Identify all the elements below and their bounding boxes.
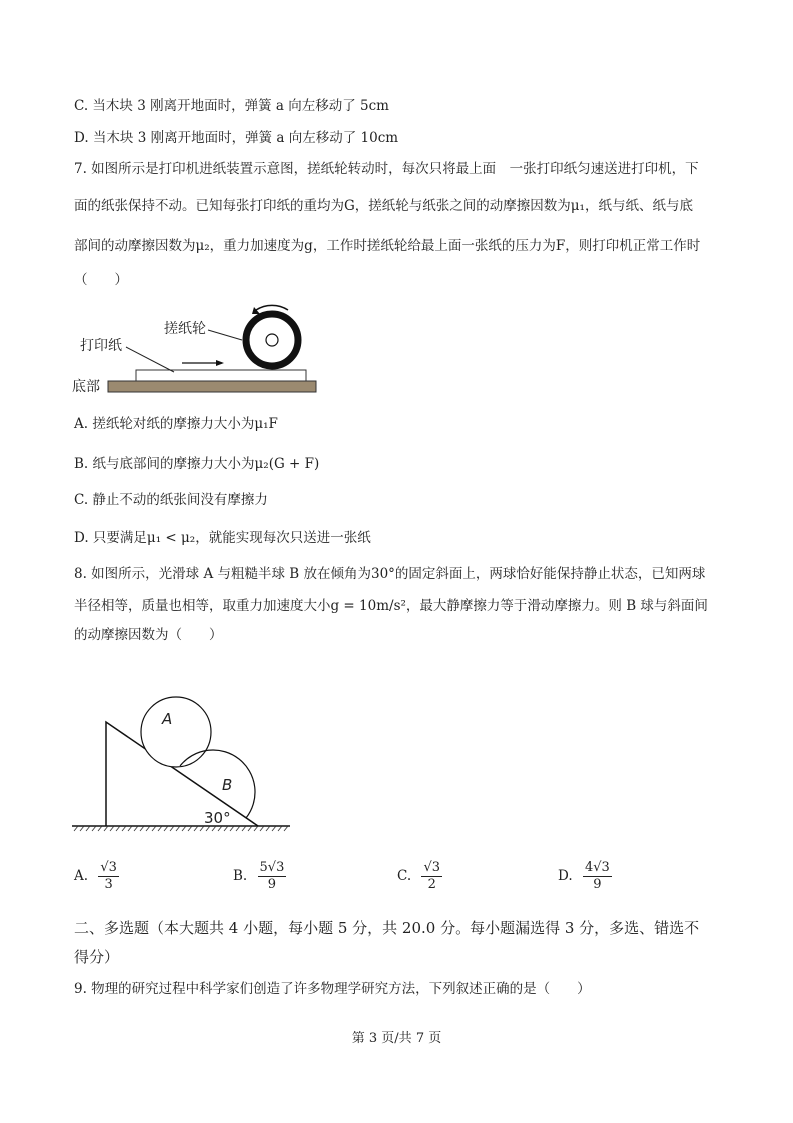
q8-option-b-label: B.: [233, 868, 248, 884]
q8-option-c-fraction: $\frac{√3}{2}$: [423, 860, 440, 892]
q6-option-c: C. 当木块 3 刚离开地面时，弹簧 a 向左移动了 5cm: [74, 98, 389, 114]
ball-a-label: A: [162, 710, 173, 728]
incline-balls-diagram: [70, 690, 300, 840]
page-footer: 第 3 页/共 7 页: [351, 1031, 442, 1046]
q7-stem-line1: 7. 如图所示是打印机进纸装置示意图，搓纸轮转动时，每次只将最上面 一张打印纸匀速送进打印机，下: [74, 161, 699, 177]
base-label: 底部: [72, 379, 100, 395]
q8-option-b: [233, 860, 286, 893]
section2-heading-line2: 得分）: [74, 948, 120, 966]
q7-option-a: A. 搓纸轮对纸的摩擦力大小为μ₁F: [74, 416, 278, 432]
q9-stem-line1: 9. 物理的研究过程中科学家们创造了许多物理学研究方法，下列叙述正确的是（ ）: [74, 981, 591, 997]
q7-stem-line4: （ ）: [74, 272, 128, 288]
q7-option-b: B. 纸与底部间的摩擦力大小为μ₂(G + F): [74, 456, 320, 472]
ball-b-label: B: [222, 776, 233, 794]
q8-option-a: [74, 860, 119, 893]
roller-leader: [208, 330, 242, 340]
ball-a: [141, 697, 211, 767]
roller-axle: [266, 334, 278, 346]
q7-option-c: C. 静止不动的纸张间没有摩擦力: [74, 492, 268, 508]
q7-stem-line2: 面的纸张保持不动。已知每张打印纸的重均为G，搓纸轮与纸张之间的动摩擦因数为μ₁，纸与纸、纸与底: [74, 198, 693, 214]
q8-option-d-fraction: $\frac{4√3}{9}$: [584, 860, 610, 892]
q8-stem-line1: 8. 如图所示，光滑球 A 与粗糙半球 B 放在倾角为30°的固定斜面上，两球恰好能保持静止状态，已知两球: [74, 566, 706, 582]
printer-base: [108, 381, 316, 392]
q8-option-a-fraction: $\frac{√3}{3}$: [100, 860, 117, 892]
roller-label: 搓纸轮: [164, 321, 206, 337]
q7-stem-line3: 部间的动摩擦因数为μ₂，重力加速度为g，工作时搓纸轮给最上面一张纸的压力为F，则打印机正常工作时: [74, 238, 701, 254]
q8-stem-line3: 的动摩擦因数为（ ）: [74, 627, 223, 643]
rotation-arrow: [256, 305, 288, 310]
q8-option-b-fraction: $\frac{5√3}{9}$: [259, 860, 285, 892]
q7-option-d: D. 只要满足μ₁ < μ₂，就能实现每次只送进一张纸: [74, 530, 371, 546]
printer-feed-diagram: [70, 300, 330, 400]
section2-heading-line1: 二、多选题（本大题共 4 小题，每小题 5 分，共 20.0 分。每小题漏选得 3 分，多选、错选不: [74, 919, 700, 937]
paper-leader: [126, 347, 174, 372]
q8-option-a-label: A.: [74, 868, 89, 884]
q6-option-d: D. 当木块 3 刚离开地面时，弹簧 a 向左移动了 10cm: [74, 130, 399, 146]
q8-option-d-label: D.: [558, 868, 573, 884]
printer-paper: [136, 370, 306, 381]
angle-label: 30°: [204, 809, 231, 827]
q8-option-c-label: C.: [397, 868, 412, 884]
q8-option-d: [558, 860, 612, 893]
motion-arrowhead: [216, 360, 224, 366]
q8-option-c: [397, 860, 442, 893]
q8-stem-line2: 半径相等，质量也相等，取重力加速度大小g = 10m/s²，最大静摩擦力等于滑动摩擦力。则 B 球与斜面间: [74, 598, 708, 614]
paper-label: 打印纸: [80, 338, 122, 354]
